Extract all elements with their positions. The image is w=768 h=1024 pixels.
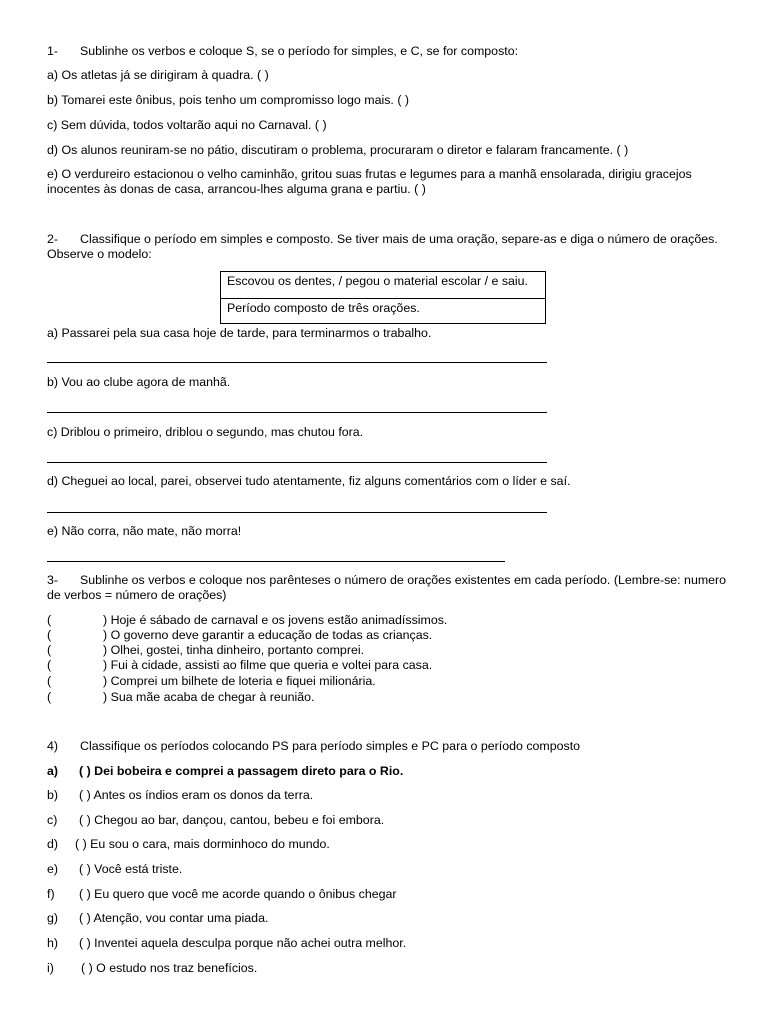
q4-item-label: d) xyxy=(47,837,59,851)
q3-number: 3- xyxy=(47,573,59,587)
q3-item-text: ) Comprei um bilhete de loteria e fiquei milionária. xyxy=(103,674,376,688)
q3-item xyxy=(47,643,364,658)
q3-open-paren[interactable]: ( xyxy=(47,613,52,627)
q2-item-c: c) Driblou o primeiro, driblou o segundo, mas chutou fora. xyxy=(47,425,364,439)
q4-item-text: ( ) Dei bobeira e comprei a passagem direto para o Rio. xyxy=(79,764,404,778)
q3-item-text: ) Olhei, gostei, tinha dinheiro, portanto comprei. xyxy=(103,643,365,657)
q3-open-paren[interactable]: ( xyxy=(47,628,52,642)
q2-model-box xyxy=(220,271,546,324)
q3-item-text: ) O governo deve garantir a educação de todas as crianças. xyxy=(103,628,433,642)
q4-item xyxy=(47,961,257,976)
q2-model-line-2: Período composto de três orações. xyxy=(221,298,545,324)
q2-heading xyxy=(47,232,727,262)
q3-instruction: Sublinhe os verbos e coloque nos parênteses o número de orações existentes em cada período. (Lembre-se: numero de verbos = número de orações) xyxy=(47,573,727,602)
q2-answer-line-d[interactable] xyxy=(47,512,547,513)
q4-item-label: a) xyxy=(47,764,59,778)
q2-item-e: e) Não corra, não mate, não morra! xyxy=(47,524,242,538)
q1-instruction: Sublinhe os verbos e coloque S, se o período for simples, e C, se for composto: xyxy=(80,44,519,58)
q4-item-text: ( ) Eu quero que você me acorde quando o ônibus chegar xyxy=(79,887,397,901)
q4-item-label: b) xyxy=(47,788,59,802)
q4-item-label: g) xyxy=(47,911,59,925)
q2-number: 2- xyxy=(47,232,59,246)
q3-item xyxy=(47,628,432,643)
q4-item xyxy=(47,862,182,877)
q4-item xyxy=(47,788,313,803)
q3-item xyxy=(47,674,376,689)
q4-item xyxy=(47,887,397,902)
q2-model-line-1: Escovou os dentes, / pegou o material escolar / e saiu. xyxy=(227,274,528,288)
q2-answer-line-a[interactable] xyxy=(47,362,547,363)
q4-item-text: ( ) Antes os índios eram os donos da terra. xyxy=(79,788,314,802)
q4-item-text: ( ) Eu sou o cara, mais dorminhoco do mundo. xyxy=(75,837,330,851)
q1-heading xyxy=(47,44,518,59)
q3-open-paren[interactable]: ( xyxy=(47,674,52,688)
q2-answer-line-e[interactable] xyxy=(47,561,505,562)
q2-item-b: b) Vou ao clube agora de manhã. xyxy=(47,375,231,389)
q1-item-c: c) Sem dúvida, todos voltarão aqui no Carnaval. ( ) xyxy=(47,118,327,132)
q3-item xyxy=(47,613,447,628)
q4-item xyxy=(47,813,384,828)
q4-number: 4) xyxy=(47,739,59,753)
q4-item-text: ( ) Atenção, vou contar uma piada. xyxy=(79,911,269,925)
q4-item-text: ( ) Chegou ao bar, dançou, cantou, bebeu e foi embora. xyxy=(79,813,385,827)
q3-open-paren[interactable]: ( xyxy=(47,643,52,657)
q2-answer-line-b[interactable] xyxy=(47,412,547,413)
q4-item-label: h) xyxy=(47,936,59,950)
q3-heading xyxy=(47,573,727,603)
q3-item-text: ) Hoje é sábado de carnaval e os jovens estão animadíssimos. xyxy=(103,613,448,627)
q1-item-a: a) Os atletas já se dirigiram à quadra. ( ) xyxy=(47,68,269,82)
q4-item-label: i) xyxy=(47,961,54,975)
q1-item-d: d) Os alunos reuniram-se no pátio, discutiram o problema, procuraram o diretor e falaram francamente. ( ) xyxy=(47,143,629,157)
q2-item-d: d) Cheguei ao local, parei, observei tudo atentamente, fiz alguns comentários com o líder e saí. xyxy=(47,474,571,488)
q4-item-label: e) xyxy=(47,862,59,876)
q4-item xyxy=(47,837,330,852)
q2-item-a: a) Passarei pela sua casa hoje de tarde, para terminarmos o trabalho. xyxy=(47,326,432,340)
q4-item-label: f) xyxy=(47,887,55,901)
q3-item-text: ) Fui à cidade, assisti ao filme que queria e voltei para casa. xyxy=(103,658,433,672)
q1-item-b: b) Tomarei este ônibus, pois tenho um compromisso logo mais. ( ) xyxy=(47,93,410,107)
q2-answer-line-c[interactable] xyxy=(47,462,547,463)
q4-item-label: c) xyxy=(47,813,58,827)
q3-item xyxy=(47,690,314,705)
q4-item xyxy=(47,936,406,951)
q4-item-text: ( ) Inventei aquela desculpa porque não achei outra melhor. xyxy=(79,936,407,950)
q2-instruction: Classifique o período em simples e composto. Se tiver mais de uma oração, separe-as e diga o número de orações. Observe o modelo: xyxy=(47,232,718,261)
q4-item-text: ( ) Você está triste. xyxy=(79,862,183,876)
q3-open-paren[interactable]: ( xyxy=(47,658,52,672)
q4-heading xyxy=(47,739,580,754)
q4-instruction: Classifique os períodos colocando PS para período simples e PC para o período composto xyxy=(80,739,581,753)
q3-item-text: ) Sua mãe acaba de chegar à reunião. xyxy=(103,690,315,704)
q4-item-text: ( ) O estudo nos traz benefícios. xyxy=(81,961,258,975)
q1-item-e: e) O verdureiro estacionou o velho caminhão, gritou suas frutas e legumes para a manhã ensolarada, dirigiu gracejos inocentes às donas de casa, arrancou-lhes alguma grana e partiu. ( ) xyxy=(47,167,692,196)
q3-open-paren[interactable]: ( xyxy=(47,690,52,704)
q4-item xyxy=(47,764,403,779)
q4-item xyxy=(47,911,268,926)
q1-number: 1- xyxy=(47,44,59,58)
q3-item xyxy=(47,658,432,673)
